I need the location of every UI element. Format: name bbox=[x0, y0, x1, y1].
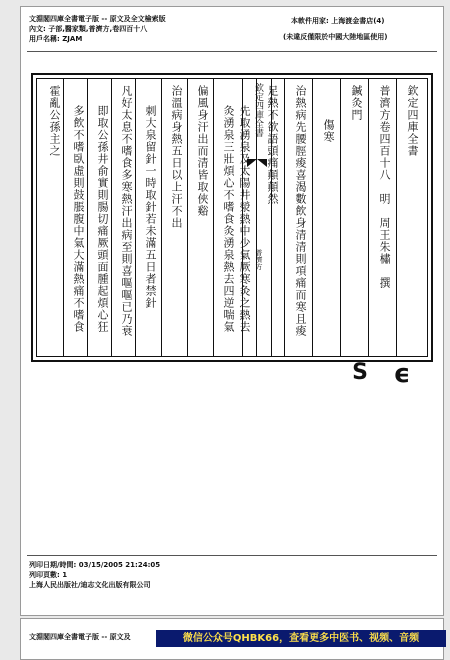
column-rule bbox=[284, 79, 285, 356]
publisher-logo-s-icon: S bbox=[352, 360, 368, 385]
column-rule bbox=[396, 79, 397, 356]
text-column-5: 治熱病先腰脛痠喜渴數飲身清清則項痛而寒且痠 bbox=[294, 85, 307, 337]
text-column-2: 普濟方卷四百十八 明 周王朱橚 撰 bbox=[378, 85, 391, 289]
column-rule bbox=[187, 79, 188, 356]
text-column-15: 霍亂公孫主之 bbox=[48, 85, 61, 157]
book-page-inner bbox=[36, 78, 428, 357]
center-book-title: 欽定四庫全書 bbox=[253, 83, 263, 137]
column-rule bbox=[312, 79, 313, 356]
text-column-14: 多飲不嗜臥虛則鼓脹腹中氣大滿熱痛不嗜食 bbox=[72, 105, 85, 333]
header-divider bbox=[27, 51, 437, 52]
publisher-line: 上海人民出版社/迪志文化出版有限公司 bbox=[29, 581, 151, 589]
text-column-12: 凡好太息不嗜食多寒熱汗出病至則喜嘔嘔已乃衰 bbox=[120, 85, 133, 337]
text-column-1: 欽定四庫全書 bbox=[406, 85, 419, 157]
column-rule bbox=[161, 79, 162, 356]
document-page bbox=[20, 6, 444, 616]
text-column-11: 刺大泉留針一時取針若未滿五日者禁針 bbox=[144, 105, 157, 309]
wechat-banner: 微信公众号QHBK66，查看更多中医书、视频、音频 bbox=[156, 630, 446, 647]
column-rule bbox=[340, 79, 341, 356]
text-column-13: 即取公孫井俞實則腸切痛厥頭面腫起煩心狂 bbox=[96, 105, 109, 333]
text-column-6: 足熱不欲語頭痛顛顛然 bbox=[266, 85, 279, 205]
text-column-7: 先取湧泉及太陽井滎熱中少氣厥寒灸之熱去 bbox=[238, 105, 251, 333]
text-column-4: 傷寒 bbox=[322, 119, 335, 143]
footer-divider bbox=[27, 555, 437, 556]
header-region-note: (未違反僅限於中國大陸地區使用) bbox=[283, 33, 388, 41]
center-book-subtitle: 普濟方 bbox=[255, 249, 263, 270]
print-page-count: 列印頁數: 1 bbox=[29, 571, 68, 579]
book-page-frame bbox=[31, 73, 433, 362]
header-title: 文淵閣四庫全書電子版 -- 原文及全文檢索版 bbox=[29, 15, 166, 23]
next-page-header: 文淵閣四庫全書電子版 -- 原文及 bbox=[29, 633, 131, 641]
column-rule bbox=[368, 79, 369, 356]
text-column-10: 治溫病身熱五日以上汗不出 bbox=[170, 85, 183, 229]
text-column-8: 灸湧泉三壯煩心不嗜食灸湧泉熱去四逆喘氣 bbox=[222, 105, 235, 333]
text-column-3: 鍼灸門 bbox=[350, 85, 363, 121]
header-content-path: 內文: 子部,醫家類,普濟方,卷四百十八 bbox=[29, 25, 148, 33]
fishtail-mark bbox=[247, 159, 267, 167]
publisher-logo-e-icon: ϵ bbox=[393, 359, 411, 389]
text-column-9: 偏風身汗出而清皆取俠谿 bbox=[196, 85, 209, 217]
header-username: 用戶名稱: ZJAM bbox=[29, 35, 83, 43]
print-datetime: 列印日期/時間: 03/15/2005 21:24:05 bbox=[29, 561, 161, 569]
column-rule bbox=[213, 79, 214, 356]
center-fold-strip bbox=[242, 79, 272, 356]
header-licensee: 本軟件用家: 上海渡金書店(4) bbox=[291, 17, 385, 25]
